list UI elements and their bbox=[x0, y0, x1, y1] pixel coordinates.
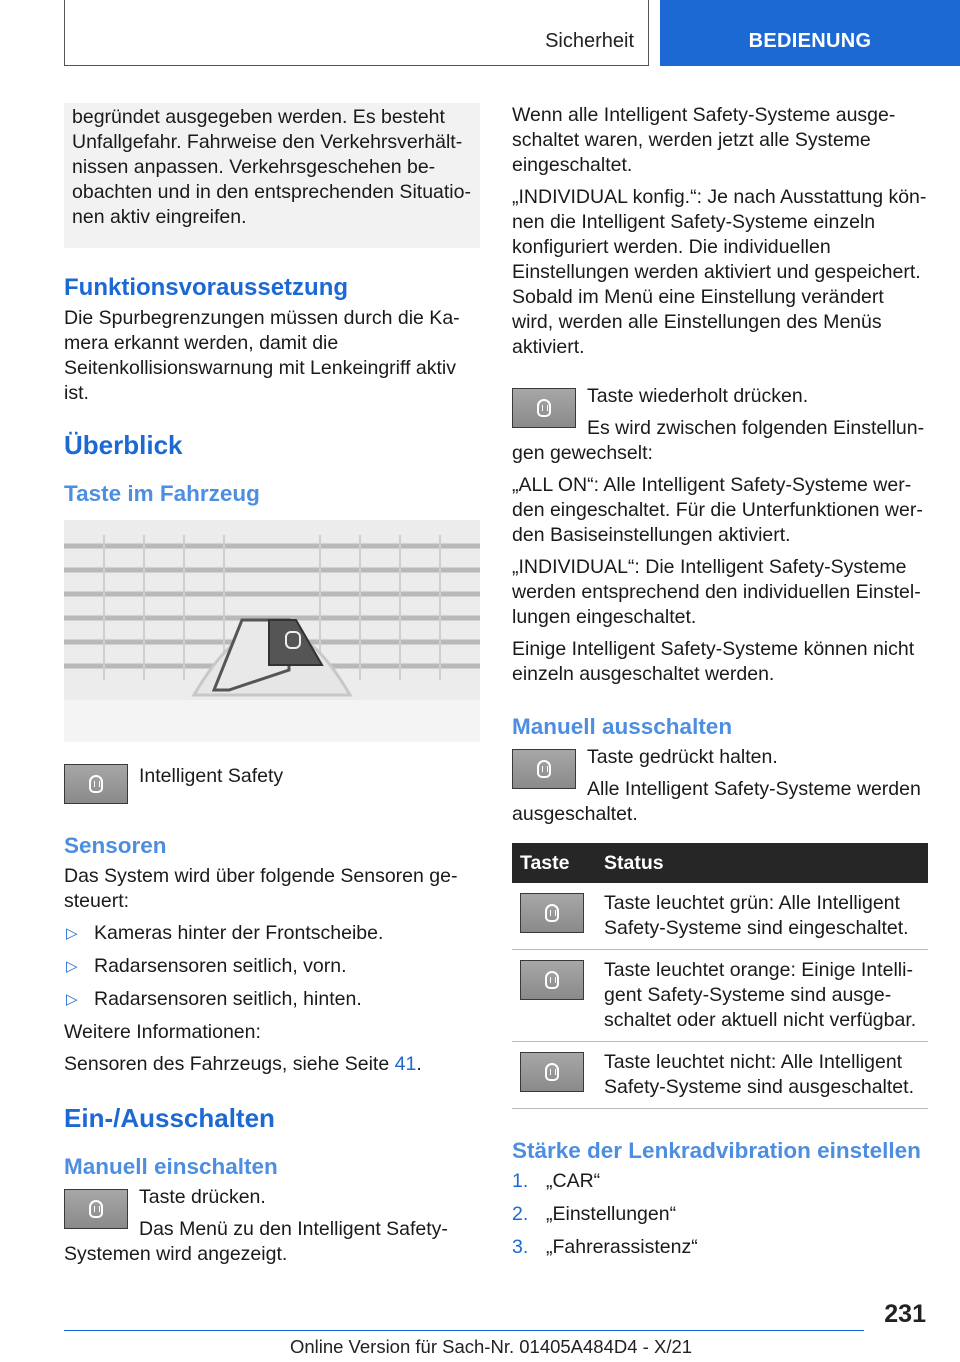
icon-row-ausschalten bbox=[512, 745, 928, 827]
intelligent-safety-button-icon bbox=[512, 388, 576, 428]
list-item: ▷ Radarsensoren seitlich, hinten. bbox=[66, 988, 362, 1010]
sensoren-list bbox=[64, 921, 480, 1012]
icon-row-einschalten bbox=[64, 1185, 480, 1267]
icon-row-intelligent-safety bbox=[64, 760, 480, 808]
staerke-heading: Stärke der Lenkradvibration einstellen bbox=[512, 1138, 921, 1163]
warning-text: begründet ausgegeben werden. Es besteht Unfallgefahr. Fahrweise den Verkehrsverhältnissen anpassen. Verkehrsgeschehen beobachten und in den entsprechenden Situationen aktiv eingreifen. bbox=[72, 106, 471, 228]
list-item: ▷ Kameras hinter der Frontscheibe. bbox=[66, 922, 384, 944]
status-table bbox=[512, 843, 928, 1109]
left-column bbox=[64, 103, 480, 1274]
icon-row-wiederholt bbox=[512, 384, 928, 466]
wiederholt-step: Taste wiederholt drücken. bbox=[587, 385, 809, 407]
bullet-triangle-icon: ▷ bbox=[66, 991, 78, 1008]
table-cell-status: Taste leuchtet nicht: Alle Intelligent Safety-Systeme sind ausgeschaltet. bbox=[596, 1042, 928, 1109]
sensoren-heading: Sensoren bbox=[64, 833, 167, 858]
list-item: 1. „CAR“ bbox=[512, 1170, 601, 1192]
chapter-tab-label: BEDIENUNG bbox=[748, 30, 872, 52]
intelligent-safety-button-icon bbox=[64, 1189, 128, 1229]
list-item: 3. „Fahrerassistenz“ bbox=[512, 1236, 698, 1258]
table-row bbox=[512, 883, 928, 950]
siehe-seite: Sensoren des Fahrzeugs, siehe Seite 41. bbox=[64, 1053, 422, 1075]
page-link[interactable]: 41 bbox=[394, 1053, 417, 1075]
table-row bbox=[512, 950, 928, 1042]
right-p3: „ALL ON“: Alle Intelligent Safety-Systeme werden eingeschaltet. Für die Unterfunktionen werden Basiseinstellungen aktiviert. bbox=[512, 474, 923, 546]
intelligent-safety-button-icon bbox=[520, 893, 584, 933]
right-column bbox=[512, 103, 928, 1268]
ausschalten-heading: Manuell ausschalten bbox=[512, 714, 733, 739]
intelligent-safety-button-icon bbox=[64, 764, 128, 804]
table-row bbox=[512, 1042, 928, 1109]
ueberblick-heading: Überblick bbox=[64, 430, 183, 460]
footer-divider bbox=[64, 1330, 864, 1331]
funktion-text: Die Spurbegrenzungen müssen durch die Kamera erkannt werden, damit die Seitenkollisionswarnung mit Lenkeingriff aktiv ist. bbox=[64, 307, 460, 404]
right-p4: „INDIVIDUAL“: Die Intelligent Safety-Systeme werden entsprechend den individuellen Einstellungen eingeschaltet. bbox=[512, 556, 921, 628]
table-header-status: Status bbox=[596, 843, 928, 883]
list-item: ▷ Radarsensoren seitlich, vorn. bbox=[66, 955, 347, 977]
section-label: Sicherheit bbox=[545, 30, 634, 52]
ausschalten-step: Taste gedrückt halten. bbox=[587, 746, 778, 768]
footer-text: Online Version für Sach-Nr. 01405A484D4 - X/21 bbox=[289, 1336, 693, 1357]
taste-heading: Taste im Fahrzeug bbox=[64, 481, 260, 506]
warning-box bbox=[64, 103, 480, 248]
vehicle-button-photo bbox=[64, 520, 480, 742]
bullet-triangle-icon: ▷ bbox=[66, 958, 78, 975]
ausschalten-result: Alle Intelligent Safety-Systeme werden ausgeschaltet. bbox=[512, 778, 921, 825]
einschalten-result: Das Menü zu den Intelligent Safety-Systemen wird angezeigt. bbox=[64, 1218, 448, 1265]
chapter-tab[interactable] bbox=[660, 0, 960, 66]
wiederholt-result: Es wird zwischen folgenden Einstellungen gewechselt: bbox=[512, 417, 925, 464]
table-header-taste: Taste bbox=[512, 843, 596, 883]
funktion-heading: Funktionsvoraussetzung bbox=[64, 274, 349, 301]
einschalten-step: Taste drücken. bbox=[139, 1186, 266, 1208]
right-p2: „INDIVIDUAL konfig.“: Je nach Ausstattung können die Intelligent Safety-Systeme einzeln konfiguriert werden. Die individuellen Einstellungen werden aktiviert und gespeichert. Sobald im Menü eine Einstellung verändert wird, werden alle Einstellungen des Menüs aktiviert. bbox=[512, 186, 927, 358]
right-p5: Einige Intelligent Safety-Systeme können nicht einzeln ausgeschaltet werden. bbox=[512, 638, 915, 685]
table-cell-status: Taste leuchtet grün: Alle Intelligent Safety-Systeme sind eingeschaltet. bbox=[596, 883, 928, 950]
intelligent-safety-button-icon bbox=[512, 749, 576, 789]
einschalten-heading: Manuell einschalten bbox=[64, 1154, 278, 1179]
bullet-triangle-icon: ▷ bbox=[66, 925, 78, 942]
intelligent-safety-button-icon bbox=[520, 960, 584, 1000]
steps-list bbox=[512, 1169, 928, 1260]
weitere-info: Weitere Informationen: bbox=[64, 1021, 261, 1043]
einaus-heading: Ein-/Ausschalten bbox=[64, 1103, 275, 1133]
header-box bbox=[64, 0, 649, 66]
page-number: 231 bbox=[884, 1300, 926, 1328]
list-item: 2. „Einstellungen“ bbox=[512, 1203, 677, 1225]
right-p1: Wenn alle Intelligent Safety-Systeme ausgeschaltet waren, werden jetzt alle Systeme eingeschaltet. bbox=[512, 104, 896, 176]
intelligent-safety-label: Intelligent Safety bbox=[139, 765, 284, 787]
sensoren-text: Das System wird über folgende Sensoren gesteuert: bbox=[64, 865, 458, 912]
table-cell-status: Taste leuchtet orange: Einige Intelligent Safety-Systeme sind ausgeschaltet oder aktuell nicht verfügbar. bbox=[596, 950, 928, 1042]
intelligent-safety-button-icon bbox=[520, 1052, 584, 1092]
